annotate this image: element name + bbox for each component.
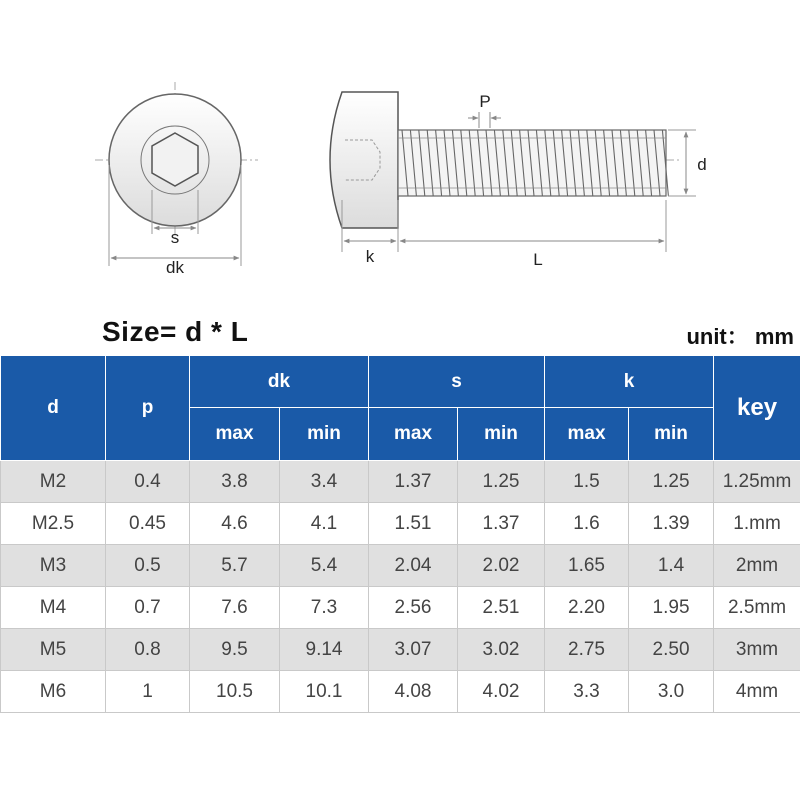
screw-dimension-drawing — [0, 0, 800, 310]
table-row — [1, 545, 800, 587]
subheader-dk-min: min — [280, 408, 369, 461]
cell-s-max: 3.07 — [369, 629, 458, 671]
cell-dk-min: 3.4 — [280, 461, 369, 503]
cell-dk-max: 7.6 — [190, 587, 280, 629]
label-pitch: P — [479, 92, 491, 111]
label-k: k — [365, 247, 375, 266]
cell-k-min: 1.25 — [629, 461, 714, 503]
subheader-k-max: max — [545, 408, 629, 461]
subheader-dk-max: max — [190, 408, 280, 461]
cell-k-max: 1.6 — [545, 503, 629, 545]
head-top-view — [95, 82, 258, 277]
cell-dk-max: 9.5 — [190, 629, 280, 671]
cell-d: M3 — [1, 545, 106, 587]
cell-s-min: 1.25 — [458, 461, 545, 503]
subheader-s-min: min — [458, 408, 545, 461]
cell-k-max: 2.75 — [545, 629, 629, 671]
subheader-k-min: min — [629, 408, 714, 461]
size-formula-title: Size= d * L — [102, 316, 249, 347]
header-s: s — [369, 356, 545, 408]
cell-s-min: 1.37 — [458, 503, 545, 545]
table-row — [1, 629, 800, 671]
cell-s-min: 3.02 — [458, 629, 545, 671]
spec-table — [0, 355, 800, 713]
cell-k-min: 3.0 — [629, 671, 714, 713]
cell-p: 0.45 — [106, 503, 190, 545]
cell-s-min: 4.02 — [458, 671, 545, 713]
cell-s-max: 1.51 — [369, 503, 458, 545]
cell-dk-max: 5.7 — [190, 545, 280, 587]
header-k: k — [545, 356, 714, 408]
cell-dk-max: 10.5 — [190, 671, 280, 713]
cell-s-max: 4.08 — [369, 671, 458, 713]
cell-s-max: 2.04 — [369, 545, 458, 587]
header-dk: dk — [190, 356, 369, 408]
screw-side-view — [330, 92, 707, 269]
cell-key: 1.mm — [714, 503, 800, 545]
table-row — [1, 503, 800, 545]
cell-dk-min: 4.1 — [280, 503, 369, 545]
spec-table-header — [1, 356, 800, 461]
cell-p: 0.4 — [106, 461, 190, 503]
cell-p: 0.5 — [106, 545, 190, 587]
spec-table-body — [1, 461, 800, 713]
cell-dk-min: 7.3 — [280, 587, 369, 629]
cell-d: M2.5 — [1, 503, 106, 545]
cell-k-min: 1.4 — [629, 545, 714, 587]
cell-key: 2mm — [714, 545, 800, 587]
subheader-s-max: max — [369, 408, 458, 461]
cell-k-min: 1.39 — [629, 503, 714, 545]
cell-dk-min: 9.14 — [280, 629, 369, 671]
cell-d: M4 — [1, 587, 106, 629]
cell-p: 1 — [106, 671, 190, 713]
table-row — [1, 461, 800, 503]
cell-k-min: 1.95 — [629, 587, 714, 629]
table-row — [1, 587, 800, 629]
header-key: key — [714, 356, 800, 461]
cell-p: 0.7 — [106, 587, 190, 629]
cell-dk-min: 10.1 — [280, 671, 369, 713]
header-p: p — [106, 356, 190, 461]
cell-s-max: 1.37 — [369, 461, 458, 503]
unit-label: unit： mm — [686, 324, 794, 349]
cell-s-min: 2.02 — [458, 545, 545, 587]
cell-s-max: 2.56 — [369, 587, 458, 629]
label-dk: dk — [166, 258, 184, 277]
cell-k-max: 2.20 — [545, 587, 629, 629]
cell-p: 0.8 — [106, 629, 190, 671]
table-row — [1, 671, 800, 713]
cell-key: 4mm — [714, 671, 800, 713]
cell-dk-min: 5.4 — [280, 545, 369, 587]
cell-key: 1.25mm — [714, 461, 800, 503]
cell-k-max: 3.3 — [545, 671, 629, 713]
cell-s-min: 2.51 — [458, 587, 545, 629]
cell-dk-max: 3.8 — [190, 461, 280, 503]
cell-key: 2.5mm — [714, 587, 800, 629]
label-L: L — [533, 250, 543, 269]
cell-k-min: 2.50 — [629, 629, 714, 671]
cell-d: M2 — [1, 461, 106, 503]
cell-dk-max: 4.6 — [190, 503, 280, 545]
label-s: s — [170, 228, 180, 247]
cell-key: 3mm — [714, 629, 800, 671]
cell-d: M5 — [1, 629, 106, 671]
label-d: d — [697, 155, 707, 174]
cell-k-max: 1.5 — [545, 461, 629, 503]
header-d: d — [1, 356, 106, 461]
cell-k-max: 1.65 — [545, 545, 629, 587]
cell-d: M6 — [1, 671, 106, 713]
